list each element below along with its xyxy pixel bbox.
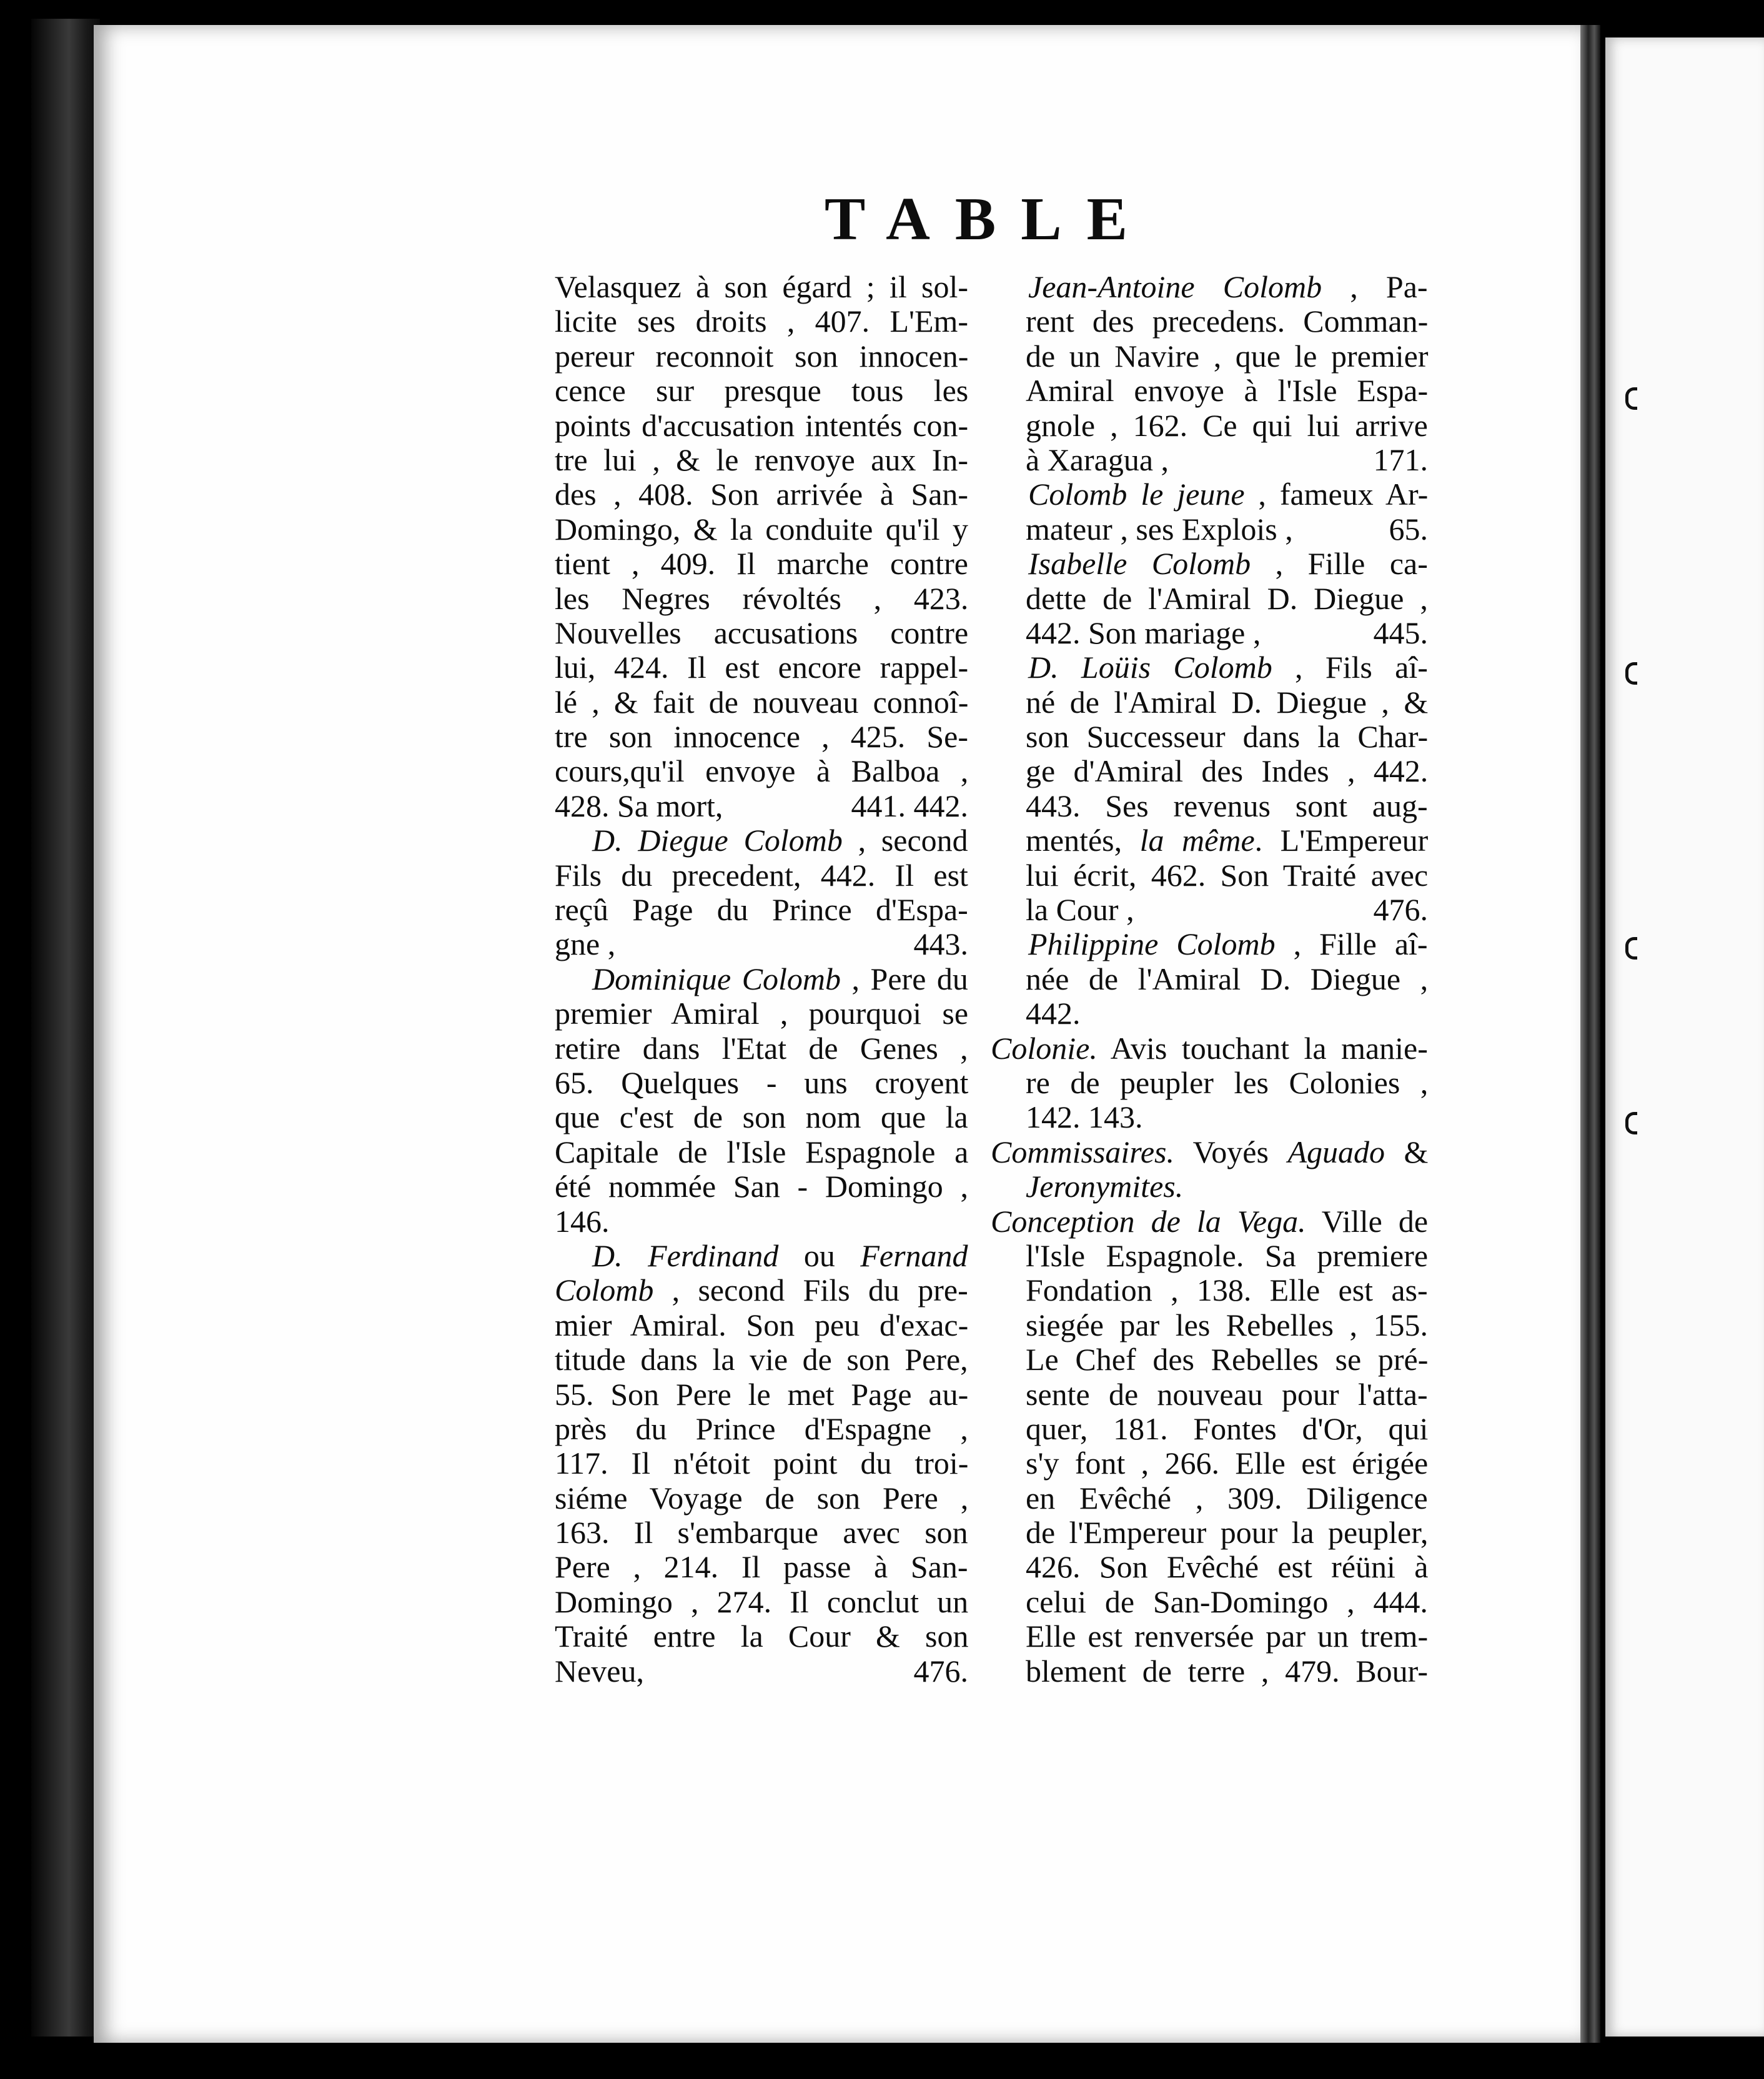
index-line xyxy=(991,927,1428,961)
index-line-text xyxy=(1026,893,1134,927)
index-line xyxy=(991,823,1428,858)
index-line-text xyxy=(555,685,968,720)
left-index-column xyxy=(555,270,968,1689)
index-text: la Cour , xyxy=(1026,892,1134,928)
index-text: gnole , 162. Ce qui lui arrive xyxy=(1026,407,1428,443)
page-reference: 443. xyxy=(913,926,968,962)
index-line xyxy=(555,1619,968,1654)
index-line-text xyxy=(555,1100,968,1134)
index-text: lé , & fait de nouveau connoî- xyxy=(555,684,969,720)
index-text: née de l'Amiral D. Diegue , xyxy=(1026,961,1429,996)
index-line-text xyxy=(1028,650,1428,685)
index-line xyxy=(555,339,968,374)
index-line-text xyxy=(555,616,968,650)
index-line xyxy=(991,754,1428,788)
index-text: , second xyxy=(842,823,968,858)
index-line xyxy=(555,927,968,961)
index-line xyxy=(555,858,968,893)
book-binding xyxy=(31,19,100,2037)
index-line xyxy=(555,789,968,823)
index-text: pereur reconnoit son innocen- xyxy=(555,338,969,374)
index-text: tre son innocence , 425. Se- xyxy=(555,719,969,755)
index-text: , second Fils du pre- xyxy=(653,1273,968,1308)
index-text: à Xaragua , xyxy=(1026,442,1169,477)
index-text: , Pa- xyxy=(1322,269,1428,304)
index-text: 428. Sa mort, xyxy=(555,788,723,823)
index-line-text xyxy=(1026,1342,1428,1377)
index-term: Dominique Colomb xyxy=(592,961,841,996)
index-line-text xyxy=(1026,720,1428,754)
index-line-text xyxy=(1026,1585,1428,1619)
index-text: Fondation , 138. Elle est as- xyxy=(1026,1273,1428,1308)
index-line-text xyxy=(1026,1273,1428,1307)
index-line xyxy=(555,1169,968,1204)
index-line-text xyxy=(1026,374,1428,408)
index-text: Domingo, & la conduite qu'il y xyxy=(555,511,968,547)
index-text: 426. Son Evêché est réüni à xyxy=(1026,1549,1429,1585)
index-line xyxy=(991,650,1428,685)
index-line-text xyxy=(1026,1412,1428,1446)
index-term: Aguado xyxy=(1287,1134,1385,1169)
index-term: Commissaires. xyxy=(991,1134,1175,1169)
index-line xyxy=(991,582,1428,616)
index-line-text xyxy=(1026,962,1428,996)
index-line xyxy=(555,1342,968,1377)
index-line-text xyxy=(555,1031,968,1066)
index-line xyxy=(555,720,968,754)
index-line-text xyxy=(1026,339,1428,374)
index-line-text xyxy=(555,477,968,512)
index-line xyxy=(555,270,968,304)
index-line xyxy=(555,1031,968,1066)
index-line-text xyxy=(555,650,968,685)
index-line xyxy=(991,962,1428,996)
index-line xyxy=(555,1585,968,1619)
index-line xyxy=(555,1308,968,1342)
page-gutter xyxy=(1580,25,1600,2043)
index-line-text xyxy=(1026,1481,1428,1516)
index-line xyxy=(991,789,1428,823)
index-line xyxy=(991,512,1428,547)
index-line-text xyxy=(1026,1516,1428,1550)
index-text: re de peupler les Colonies , xyxy=(1026,1064,1429,1100)
index-text: Neveu, xyxy=(555,1653,644,1689)
index-term: Isabelle Colomb xyxy=(1028,546,1251,582)
index-line xyxy=(991,1169,1428,1204)
index-text: mier Amiral. Son peu d'exac- xyxy=(555,1307,969,1342)
index-line-text xyxy=(555,1135,968,1169)
index-text: de l'Empereur pour la peupler, xyxy=(1026,1515,1429,1551)
index-text: points d'accusation intentés con- xyxy=(555,407,969,443)
index-line-text xyxy=(1026,616,1261,650)
index-text: blement de terre , 479. Bour- xyxy=(1026,1653,1428,1689)
index-line-text xyxy=(1026,685,1428,720)
index-text: tient , 409. Il marche contre xyxy=(555,546,968,582)
index-line-text xyxy=(555,582,968,616)
index-text: & xyxy=(1385,1134,1429,1169)
index-line-text xyxy=(555,547,968,581)
index-line-text xyxy=(1026,1308,1428,1342)
index-line-text xyxy=(555,304,968,339)
index-line-text xyxy=(555,270,968,304)
index-term: Colomb xyxy=(555,1273,654,1308)
index-text: siegée par les Rebelles , 155. xyxy=(1026,1307,1428,1342)
index-text: licite ses droits , 407. L'Em- xyxy=(555,304,969,339)
index-line xyxy=(555,823,968,858)
right-index-column xyxy=(991,270,1428,1689)
index-line xyxy=(555,650,968,685)
index-line xyxy=(991,270,1428,304)
index-text: Velasquez à son égard ; il sol- xyxy=(555,269,969,304)
index-text: 443. Ses revenus sont aug- xyxy=(1026,788,1428,823)
index-line xyxy=(991,1654,1428,1689)
index-line-text xyxy=(555,1342,968,1377)
index-text: 142. 143. xyxy=(1026,1099,1143,1135)
index-text: près du Prince d'Espagne , xyxy=(555,1411,968,1446)
index-text: s'y font , 266. Elle est érigée xyxy=(1026,1446,1429,1481)
index-text: Elle est renversée par un trem- xyxy=(1026,1619,1429,1654)
index-line xyxy=(991,893,1428,927)
index-line xyxy=(555,996,968,1031)
index-text: tre lui , & le renvoye aux In- xyxy=(555,442,969,477)
index-text: ge d'Amiral des Indes , 442. xyxy=(1026,753,1429,789)
index-line xyxy=(991,1481,1428,1516)
index-text: titude dans la vie de son Pere, xyxy=(555,1342,968,1377)
index-line-text xyxy=(555,443,968,477)
index-line xyxy=(991,1031,1428,1066)
index-line-text xyxy=(1026,1446,1428,1481)
index-line xyxy=(555,409,968,443)
index-line-text xyxy=(1026,1239,1428,1273)
index-line-text xyxy=(1026,1619,1428,1654)
index-line-text xyxy=(592,823,968,858)
index-line-text xyxy=(1028,477,1428,512)
index-line-text xyxy=(555,512,968,547)
index-line-text xyxy=(555,1619,968,1654)
index-line xyxy=(555,754,968,788)
index-text: lui, 424. Il est encore rappel- xyxy=(555,650,969,685)
index-text: l'Isle Espagnole. Sa premiere xyxy=(1026,1238,1429,1273)
index-term: Jeronymites. xyxy=(1026,1169,1184,1204)
index-line-text xyxy=(555,1066,968,1100)
index-line-text xyxy=(555,1273,968,1307)
index-term: D. Loüis Colomb xyxy=(1028,650,1272,685)
index-line-text xyxy=(1028,547,1428,581)
index-line-text xyxy=(555,858,968,893)
index-line-text xyxy=(1026,582,1428,616)
index-line xyxy=(991,1377,1428,1412)
index-text: 163. Il s'embarque avec son xyxy=(555,1515,968,1551)
index-line xyxy=(991,720,1428,754)
index-text: ou xyxy=(778,1238,861,1273)
index-line xyxy=(991,1619,1428,1654)
index-text: mateur , ses Explois , xyxy=(1026,511,1293,547)
index-text: , Pere du xyxy=(841,961,968,996)
index-text: Avis touchant la manie- xyxy=(1097,1030,1428,1066)
index-line-text xyxy=(555,893,968,927)
index-line-text xyxy=(555,996,968,1031)
index-line xyxy=(555,374,968,408)
index-line-text xyxy=(1028,270,1428,304)
index-line-text xyxy=(555,1377,968,1412)
index-line xyxy=(555,1100,968,1134)
page-reference: 445. xyxy=(1373,615,1428,650)
page-title: TABLE xyxy=(825,186,1152,253)
index-line-text xyxy=(555,1550,968,1584)
index-line-text xyxy=(1026,1654,1428,1689)
index-text: 65. Quelques - uns croyent xyxy=(555,1064,969,1100)
index-line xyxy=(991,1100,1428,1134)
index-line xyxy=(991,1204,1428,1239)
index-line-text xyxy=(555,1308,968,1342)
index-line xyxy=(555,1516,968,1550)
index-text: lui écrit, 462. Son Traité avec xyxy=(1026,857,1429,893)
index-text: rent des precedens. Comman- xyxy=(1026,304,1429,339)
index-line xyxy=(991,1273,1428,1307)
index-line xyxy=(555,962,968,996)
index-term: Colomb le jeune xyxy=(1028,477,1245,512)
index-line xyxy=(555,477,968,512)
index-text: été nommée San - Domingo , xyxy=(555,1169,968,1204)
facing-page-glyph xyxy=(1625,387,1637,410)
index-line xyxy=(555,893,968,927)
index-line-text xyxy=(1026,858,1428,893)
index-text: 55. Son Pere le met Page au- xyxy=(555,1376,969,1412)
index-line-text xyxy=(555,1654,644,1689)
index-line xyxy=(991,1066,1428,1100)
index-line xyxy=(555,1550,968,1584)
index-text: 442. Son mariage , xyxy=(1026,615,1261,650)
index-text: cours,qu'il envoye à Balboa , xyxy=(555,753,969,789)
index-line-text xyxy=(555,1446,968,1481)
index-line xyxy=(991,1550,1428,1584)
index-line-text xyxy=(555,339,968,374)
index-line xyxy=(555,1273,968,1307)
index-line-text xyxy=(991,1031,1428,1066)
facing-page-glyph xyxy=(1625,937,1637,960)
index-text: , Fille aî- xyxy=(1275,926,1428,962)
index-line-text xyxy=(1026,1066,1428,1100)
index-text: dette de l'Amiral D. Diegue , xyxy=(1026,580,1428,616)
index-line-text xyxy=(555,1585,968,1619)
index-line xyxy=(555,582,968,616)
index-text: les Negres révoltés , 423. xyxy=(555,580,969,616)
index-line-text xyxy=(1026,754,1428,788)
index-term: Colonie. xyxy=(991,1030,1098,1066)
index-text: Pere , 214. Il passe à San- xyxy=(555,1549,968,1585)
index-line-text xyxy=(1026,512,1293,547)
index-line-text xyxy=(555,1412,968,1446)
index-text: Voyés xyxy=(1174,1134,1288,1169)
index-term: Fernand xyxy=(860,1238,968,1273)
index-line-text xyxy=(555,720,968,754)
index-text: Domingo , 274. Il conclut un xyxy=(555,1584,969,1619)
index-line xyxy=(991,547,1428,581)
index-text: retire dans l'Etat de Genes , xyxy=(555,1030,968,1066)
page-reference: 476. xyxy=(913,1653,968,1689)
index-text: Le Chef des Rebelles se pré- xyxy=(1026,1342,1429,1377)
index-text: , Fils aî- xyxy=(1272,650,1428,685)
index-text: . L'Empereur xyxy=(1254,823,1429,858)
index-line xyxy=(555,1412,968,1446)
index-text: 117. Il n'étoit point du troi- xyxy=(555,1446,969,1481)
index-text: premier Amiral , pourquoi se xyxy=(555,996,969,1031)
index-line-text xyxy=(1026,1169,1183,1204)
index-line xyxy=(991,1516,1428,1550)
page-reference: 171. xyxy=(1373,442,1428,477)
index-line xyxy=(991,685,1428,720)
index-line-text xyxy=(1026,1377,1428,1412)
index-text: 146. xyxy=(555,1203,610,1239)
index-text: gne , xyxy=(555,926,616,962)
index-line xyxy=(991,374,1428,408)
facing-page-edge xyxy=(1605,37,1764,2037)
index-line xyxy=(555,547,968,581)
index-text: son Successeur dans la Char- xyxy=(1026,719,1429,755)
index-line-text xyxy=(1026,996,1081,1031)
index-line xyxy=(991,477,1428,512)
index-line xyxy=(991,858,1428,893)
index-term: Philippine Colomb xyxy=(1028,926,1276,962)
index-line-text xyxy=(555,1516,968,1550)
index-text: , fameux Ar- xyxy=(1244,477,1429,512)
index-line-text xyxy=(1026,304,1428,339)
facing-page-glyph xyxy=(1625,1112,1637,1134)
index-line-text xyxy=(991,1204,1428,1239)
index-line-text xyxy=(555,409,968,443)
index-line xyxy=(555,1481,968,1516)
index-line xyxy=(555,616,968,650)
index-line-text xyxy=(1028,927,1428,961)
index-text: 442. xyxy=(1026,996,1081,1031)
index-line xyxy=(991,409,1428,443)
index-line xyxy=(555,443,968,477)
index-line xyxy=(991,996,1428,1031)
index-line xyxy=(991,443,1428,477)
index-line-text xyxy=(555,789,723,823)
index-text: reçû Page du Prince d'Espa- xyxy=(555,892,968,928)
index-term: D. Diegue Colomb xyxy=(592,823,843,858)
index-line xyxy=(555,1654,968,1689)
index-line xyxy=(991,339,1428,374)
index-line-text xyxy=(1026,409,1428,443)
index-line-text xyxy=(1026,789,1428,823)
index-text: Nouvelles accusations contre xyxy=(555,615,969,650)
index-term: Jean-Antoine Colomb xyxy=(1028,269,1322,304)
index-line xyxy=(555,1239,968,1273)
index-text: Capitale de l'Isle Espagnole a xyxy=(555,1134,969,1169)
index-text: des , 408. Son arrivée à San- xyxy=(555,477,969,512)
index-text: quer, 181. Fontes d'Or, qui xyxy=(1026,1411,1429,1446)
index-text: , Fille ca- xyxy=(1251,546,1428,582)
index-line xyxy=(991,1446,1428,1481)
index-line xyxy=(991,1585,1428,1619)
page-reference: 476. xyxy=(1373,892,1428,928)
facing-page-glyph xyxy=(1625,662,1637,685)
index-text: que c'est de son nom que la xyxy=(555,1099,968,1135)
index-line-text xyxy=(555,1169,968,1204)
index-text: cence sur presque tous les xyxy=(555,373,969,409)
index-text: en Evêché , 309. Diligence xyxy=(1026,1480,1428,1516)
page-reference: 65. xyxy=(1389,511,1428,547)
index-line-text xyxy=(555,1204,610,1239)
index-line xyxy=(991,1135,1428,1169)
index-line xyxy=(555,1377,968,1412)
index-line xyxy=(991,1412,1428,1446)
index-line xyxy=(555,1446,968,1481)
index-line-text xyxy=(1026,1100,1143,1134)
index-text: siéme Voyage de son Pere , xyxy=(555,1480,969,1516)
index-line-text xyxy=(555,927,615,961)
page-reference: 441. 442. xyxy=(851,788,968,823)
index-line-text xyxy=(1026,443,1169,477)
index-line xyxy=(991,304,1428,339)
index-line-text xyxy=(592,962,968,996)
index-text: de un Navire , que le premier xyxy=(1026,338,1429,374)
index-text: Fils du precedent, 442. Il est xyxy=(555,857,968,893)
index-line xyxy=(555,304,968,339)
index-line-text xyxy=(1026,1550,1428,1584)
index-line xyxy=(555,685,968,720)
index-text: celui de San-Domingo , 444. xyxy=(1026,1584,1428,1619)
index-text: Traité entre la Cour & son xyxy=(555,1619,969,1654)
index-line xyxy=(991,1239,1428,1273)
index-term: D. Ferdinand xyxy=(592,1238,779,1273)
index-line xyxy=(555,1066,968,1100)
index-line-text xyxy=(592,1239,968,1273)
index-line xyxy=(991,1308,1428,1342)
index-line-text xyxy=(1026,823,1428,858)
index-line xyxy=(991,1342,1428,1377)
index-term: la même xyxy=(1139,823,1255,858)
index-line-text xyxy=(555,374,968,408)
index-text: sente de nouveau pour l'atta- xyxy=(1026,1376,1428,1412)
index-line xyxy=(991,616,1428,650)
index-text: Amiral envoye à l'Isle Espa- xyxy=(1026,373,1429,409)
index-line-text xyxy=(555,754,968,788)
index-term: Conception de la Vega. xyxy=(991,1203,1306,1239)
index-text: né de l'Amiral D. Diegue , & xyxy=(1026,684,1429,720)
index-line-text xyxy=(991,1135,1428,1169)
index-line xyxy=(555,512,968,547)
index-line-text xyxy=(555,1481,968,1516)
index-text: mentés, xyxy=(1026,823,1140,858)
index-text: Ville de xyxy=(1306,1203,1429,1239)
index-line xyxy=(555,1204,968,1239)
index-line xyxy=(555,1135,968,1169)
